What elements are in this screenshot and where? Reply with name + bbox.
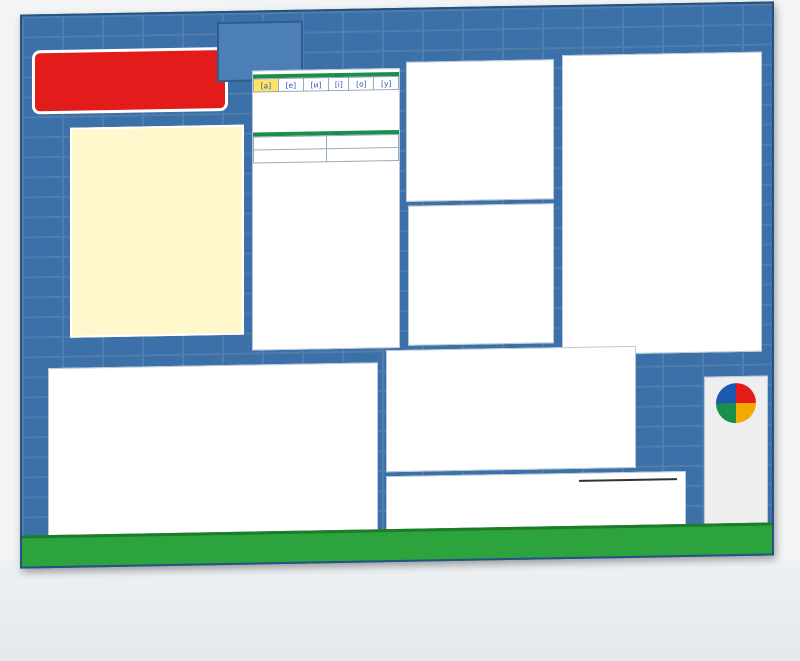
vowel-cell: [и]	[303, 78, 328, 91]
budova-labels-bottom	[571, 483, 685, 485]
zirka-logo-icon	[716, 383, 756, 424]
title-line-2	[35, 56, 225, 59]
example-word	[219, 366, 377, 369]
voiceless-header	[326, 147, 399, 161]
perenos-card	[386, 346, 636, 472]
analysis-steps	[49, 369, 219, 372]
rules-card	[562, 52, 762, 355]
vowel-cell: [о]	[349, 77, 374, 90]
vowel-cell: [е]	[278, 78, 303, 91]
conditions-list	[407, 63, 553, 66]
analysis-card	[48, 362, 378, 543]
conditions-title	[407, 63, 553, 66]
title-line-1	[35, 56, 225, 59]
vowel-cell: [а]	[254, 79, 279, 92]
alphabet-rows	[72, 130, 242, 133]
perenos-title	[387, 350, 635, 354]
schema-card	[408, 203, 554, 346]
alphabet-title	[72, 130, 242, 133]
unpaired-label	[253, 225, 399, 232]
floor-shadow	[0, 560, 800, 661]
paired-label	[253, 181, 399, 188]
consonants-table	[253, 134, 399, 164]
vowel-cell: [у]	[374, 76, 399, 89]
soft-header	[326, 134, 399, 148]
title-logo	[32, 47, 228, 114]
rules-list	[563, 56, 761, 59]
budova-labels-top	[571, 475, 685, 477]
poster	[20, 1, 774, 568]
budova-text	[387, 477, 571, 488]
publisher-card	[704, 376, 768, 547]
rules-title	[563, 56, 761, 59]
conditions-card	[406, 59, 554, 202]
example-total	[219, 366, 377, 369]
analysis-title	[49, 366, 377, 372]
voiced-header	[254, 149, 327, 163]
vowels-table	[253, 76, 399, 93]
vowel-cell: [і]	[329, 77, 349, 90]
example-syllables	[219, 366, 377, 369]
school-line-2	[219, 23, 301, 24]
schema-example	[409, 207, 553, 214]
hard-header	[254, 136, 327, 150]
school-line-3	[219, 23, 301, 24]
budova-word	[579, 478, 677, 482]
school-line-1	[219, 23, 301, 24]
analysis-letters	[219, 366, 377, 369]
sounds-card	[252, 68, 400, 351]
alphabet-card	[70, 125, 244, 338]
perenos-list	[387, 350, 635, 354]
